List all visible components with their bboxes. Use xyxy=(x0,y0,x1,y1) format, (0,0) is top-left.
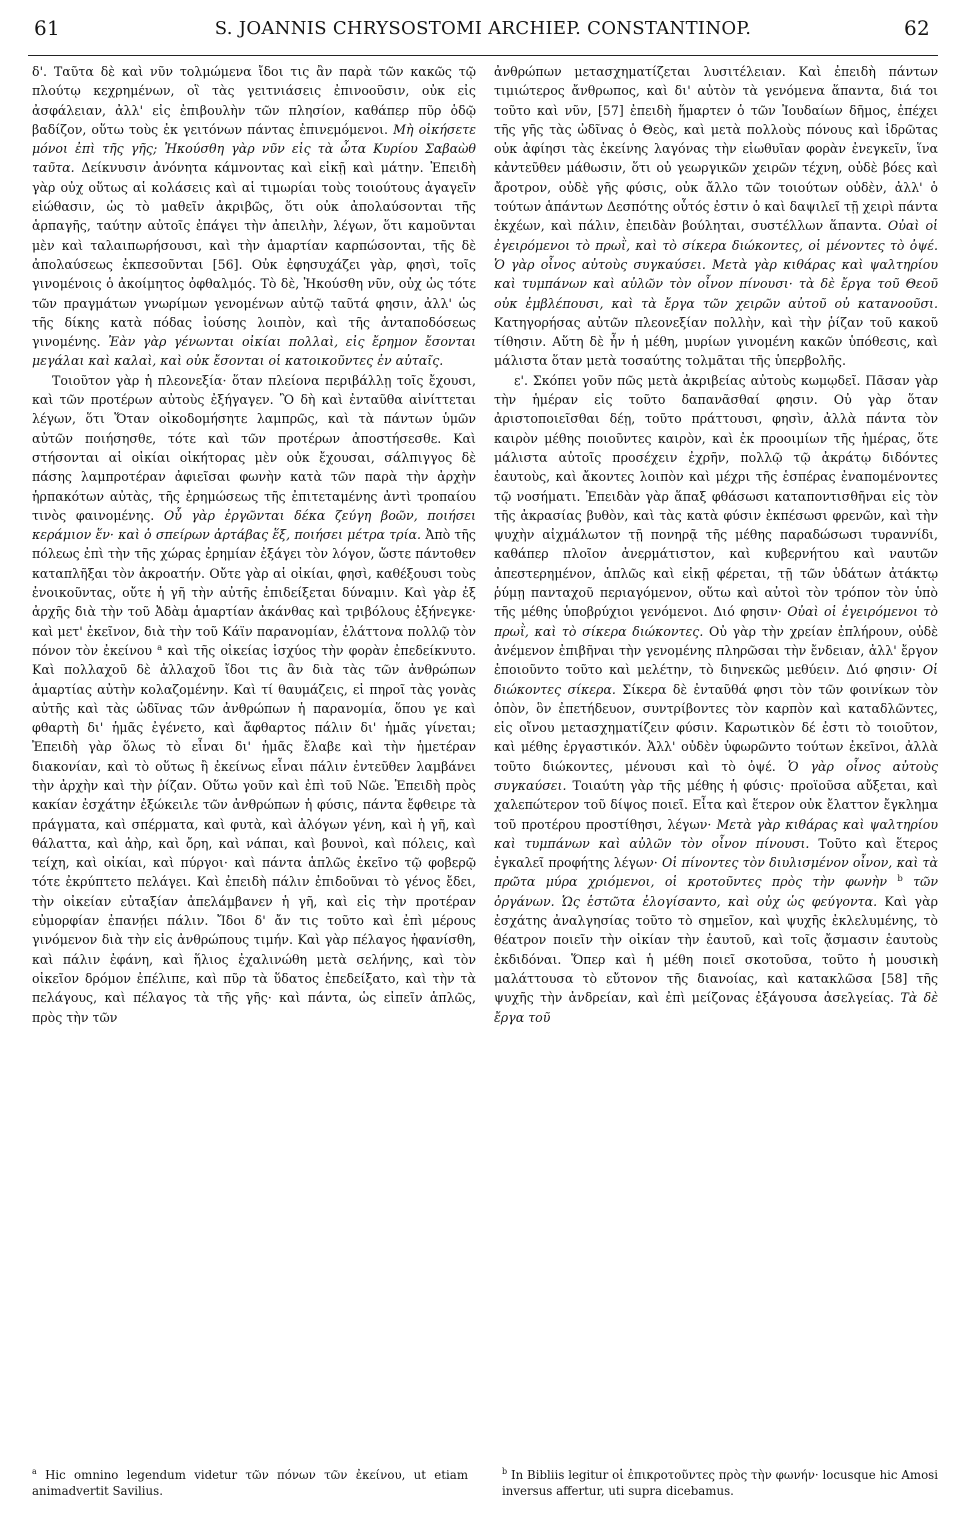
left-column xyxy=(32,62,476,1442)
right-p1-quote-1: Οὐαὶ οἱ ἐγειρόμενοι τὸ πρωῒ, καὶ τὸ σίκερα διώκοντες, οἱ μένοντες τὸ ὀψέ. Ὁ γὰρ οἶνος αὐτοὺς συγκαύσει. Μετὰ γὰρ κιθάρας καὶ ψαλτηρίου καὶ τυμπάνων καὶ αὐλῶν τὸν οἶνον πίνουσι· τὰ δὲ ἔργα τοῦ Θεοῦ οὐκ ἐμβλέπουσι, καὶ τὰ ἔργα τῶν χειρῶν αὐτοῦ οὐ κατανοοῦσι. xyxy=(494,218,938,311)
left-p1-quote-2: Ἐὰν γὰρ γένωνται οἰκίαι πολλαὶ, εἰς ἔρημον ἔσονται μεγάλαι καὶ καλαὶ, καὶ οὐκ ἔσονται οἱ κατοικοῦντες ἐν αὐταῖς. xyxy=(32,334,476,369)
left-p1-text-a: δ'. Ταῦτα δὲ καὶ νῦν τολμώμενα ἴδοι τις ἂν παρὰ τῶν κακῶς τῷ πλούτῳ κεχρημένων, οἳ τὰς γειτνιάσεις ἐπινοοῦσιν, οὐκ εἰς ἀσφάλειαν, ἀλλ' εἰς ἐπιβουλὴν τῶν πλησίον, καθάπερ πῦρ ὁδῷ βαδίζον, οὕτω τοὺς ἐκ γειτόνων πάντας ἐπινεμόμενοι. xyxy=(32,64,476,137)
right-p2-text-g: Τοιαύτη γὰρ τῆς μέθης ἡ φύσις· προϊοῦσα αὔξεται, καὶ χαλεπώτερον τοῦ δίψος ποιεῖ. Εἶτα καὶ ἕτερον οὐκ ἔλαττον ἔγκλημα τοῦ προτέρου προστίθησι, λέγων· xyxy=(494,777,938,832)
left-p2-text-c: Ἀπὸ τῆς πόλεως ἐπὶ τὴν τῆς χώρας ἐρημίαν ἐξάγει τὸν λόγον, ὥστε πάντοθεν καταπλῆξαι τὸν ἀκροατήν. Οὔτε γὰρ αἱ οἰκίαι, φησὶ, καθέξουσι τοὺς ἐνοικοῦντας, οὔτε ἡ γῆ τὴν αὐτῆς ἐπιδείξεται δύναμιν. Καὶ γὰρ ἐξ ἀρχῆς διὰ τὴν τοῦ Ἀδὰμ ἁμαρτίαν ἀκάνθας καὶ τριβόλους ἐξήνεγκε· καὶ μετ' ἐκεῖνον, διὰ τὴν τοῦ Κάϊν παρανομίαν, ἐλάττονα πολλῷ τὸν πόνον τὸν ἐκείνου xyxy=(32,527,476,658)
left-p2-text-d: καὶ τῆς οἰκείας ἰσχύος τὴν φορὰν ἐπεδείκνυτο. Καὶ πολλαχοῦ δὲ ἀλλαχοῦ ἴδοι τις ἂν διὰ τὰς τῶν ἀνθρώπων ἁμαρτίας αὐτὴν κολαζομένην. Καὶ τί θαυμάζεις, εἰ πηροῖ τὰς γονὰς αὐτῆς καὶ τὰς ὠδῖνας τῶν ἀνθρώπων ἡ παρανομία, ὅπου γε καὶ φθαρτὴ δι' ἡμᾶς ἐγένετο, καὶ ἄφθαρτος πάλιν δι' ἡμᾶς γίνεται; Ἐπειδὴ γὰρ ὅλως τὸ εἶναι δι' ἡμᾶς ἔλαβε καὶ τὴν ἡμετέραν διακονίαν, καὶ τὸ οὕτως ἢ ἐκείνως εἶναι πάλιν ἐντεῦθεν λαμβάνει τὴν ἀρχὴν καὶ τὴν ῥίζαν. Οὕτω γοῦν καὶ ἐπὶ τοῦ Νῶε. Ἐπειδὴ πρὸς κακίαν ἐσχάτην ἐξώκειλε τῶν ἀνθρώπων ἡ φύσις, πάντα ἔφθειρε τὰ πράγματα, καὶ σπέρματα, καὶ φυτὰ, καὶ ἀλόγων γένη, καὶ ἡ γῆ, καὶ θάλαττα, καὶ ἀὴρ, καὶ ὄρη, καὶ νάπαι, καὶ βουνοὶ, καὶ πόλεις, καὶ τείχη, καὶ οἰκίαι, καὶ πύργοι· καὶ πάντα ἁπλῶς ἐκεῖνο τῷ φοβερῷ τότε ἐκρύπτετο πελάγει. Καὶ ἐπειδὴ πάλιν ἐπιδοῦναι τὸ γένος ἔδει, τὴν οἰκείαν εὐταξίαν ἀπελάμβανεν ἡ γῆ, καὶ εἰς τὴν προτέραν εὐμορφίαν ἐπανῄει πάλιν. Ἴδοι δ' ἄν τις τοῦτο καὶ ἐπὶ μέρους γινόμενον διὰ τὴν εἰς ἀνθρώπους τιμήν. Καὶ γὰρ πέλαγος ἠφανίσθη, καὶ πάλιν ἐφάνη, καὶ ἥλιος ἐχαλινώθη μετὰ σελήνης, καὶ τὸν οἰκεῖον δρόμον ἐπέλιπε, καὶ πῦρ τὰ ὕδατος ἐπεδείξατο, καὶ τὴν τὰ πελάγους, καὶ πέλαγος τὰ τῆς γῆς· καὶ πάντα, ὡς εἰπεῖν ἁπλῶς, πρὸς τὴν τῶν xyxy=(32,642,476,1025)
footnotes xyxy=(32,1464,938,1499)
right-p2-text-i: Τοῦτο καὶ ἕτερος ἐγκαλεῖ προφήτης λέγων· xyxy=(494,835,938,871)
right-p2-text-c: Οὐ γὰρ τὴν χρείαν ἐπλήρουν, οὐδὲ ἀνέμενον ἐπιβῆναι τὴν γενομένης πληρῶσαι τὴν ἔνδειαν, ἀλλ' ἔργον ἐποιοῦντο τοῦτο καὶ μελέτην, τὸ διηνεκῶς μεθύειν. Διό φησιν· xyxy=(494,623,938,678)
running-title: S. JOANNIS CHRYSOSTOMI ARCHIEP. CONSTANTINOP. xyxy=(214,18,752,39)
footnote-a xyxy=(32,1464,468,1499)
footnote-a-text: Hic omnino legendum videtur τῶν πόνων τῶν ἐκείνου, ut etiam animadvertit Savilius. xyxy=(32,1467,469,1498)
right-p2-quote-7: Τὰ δὲ ἔργα τοῦ xyxy=(494,990,938,1025)
left-paragraph-1 xyxy=(32,62,476,371)
right-p2-text-a: ε'. Σκόπει γοῦν πῶς μετὰ ἀκριβείας αὐτοὺς κωμῳδεῖ. Πᾶσαν γὰρ τὴν ἡμέραν εἰς τοῦτο δαπανᾶσθαί φησιν. Οὐ γὰρ ὅταν ἀριστοποιεῖσθαι δέῃ, τοῦτο πράττουσι, φησὶν, ἀλλὰ πάντα τὸν καιρὸν μέθης ποιοῦντες καιρὸν, καὶ ἐκ προοιμίων τῆς ἡμέρας, ὅτε μάλιστα αὐτοῖς προσέχειν ἐχρῆν, πολλῷ τῷ ἀκράτῳ διδόντες ἑαυτοὺς, καὶ ἄκοντες λοιπὸν καὶ μέχρι τῆς ἑσπέρας ἐναπομένοντες τῷ νοσήματι. Ἐπειδὰν γὰρ ἅπαξ φθάσωσι καταποντισθῆναι εἰς τὸν τῆς ἀκρασίας βυθὸν, καὶ τὰς κατὰ φύσιν ἐκπέσωσι φρενῶν, καὶ τὴν ψυχὴν αἰχμάλωτον τῇ πονηρᾷ τῆς μέθης παραδώσωσι τυραννίδι, καθάπερ πλοῖον ἀνερμάτιστον, καὶ κυβερνήτου καὶ ναυτῶν ἀπεστερημένον, ἁπλῶς καὶ εἰκῇ φέρεται, τῇ τῶν ὑδάτων ἀτάκτῳ ῥύμῃ πανταχοῦ περιαγόμενον, οὕτω καὶ αὐτοὶ τὸν τρόπον τὸν ὑπὸ τῆς μέθης ὑποβρύχιοι γενόμενοι. Διό φησιν· xyxy=(494,372,938,620)
text-columns xyxy=(32,62,938,1442)
page-number-right: 62 xyxy=(903,16,930,40)
right-p2-quote-2: Οἱ διώκοντες σίκερα. xyxy=(494,662,938,697)
footnote-a-mark: a xyxy=(32,1467,37,1476)
footnote-b-text: In Bibliis legitur οἱ ἐπικροτοῦντες πρὸς τὴν φωνήν· locusque hic Amosi inversus affertur, uti supra dicebamus. xyxy=(502,1467,939,1498)
footnote-marker-b: b xyxy=(897,874,903,885)
left-p1-text-c: Δείκνυσιν ἀνόνητα κάμνοντας καὶ εἰκῇ καὶ μάτην. Ἐπειδὴ γὰρ οὐχ οὕτως αἱ κολάσεις καὶ αἱ τιμωρίαι τοὺς τοιούτους ἀγαγεῖν εἰώθασιν, ὡς τὸ μαθεῖν ἀκριβῶς, ὅτι οὐκ ἀπολαύσονται τῆς ἁρπαγῆς, ταύτην αὐτοῖς ἐπάγει τὴν ἀπειλὴν, λέγων, ὅτι καμοῦνται μὲν καὶ ταλαιπωρήσουσι, καὶ τὴν ἁμαρτίαν καρπώσονται, τῆς δὲ ἀπολαύσεως ἐκπεσοῦνται [56]. Οὐκ ἐφησυχάζει γὰρ, φησὶ, τοῖς γινομένοις ὁ ἀκοίμητος ὀφθαλμός. Τὸ δὲ, Ἠκούσθη νῦν, οὐχ ὡς τότε τῶν πραγμάτων γνωρίμων γενομένων αὐτῷ ταῦτά φησιν, ἀλλ' ὡς τῆς δίκης κατὰ πόδας ἰούσης λοιπὸν, καὶ τῆς ἀνταποδόσεως γινομένης. xyxy=(32,160,476,350)
footnote-b-mark: b xyxy=(502,1467,508,1476)
right-p2-quote-4: Μετὰ γὰρ κιθάρας καὶ ψαλτηρίου καὶ τυμπάνων καὶ αὐλῶν τὸν οἶνον πίνουσι. xyxy=(494,816,938,851)
right-p2-quote-5: Οἱ πίνοντες τὸν διυλισμένον οἶνον, καὶ τὰ πρῶτα μύρα χριόμενοι, οἱ κροτοῦντες πρὸς τὴν φωνὴν xyxy=(494,855,938,890)
right-paragraph-1 xyxy=(494,62,938,371)
footnote-marker-a: a xyxy=(157,642,163,653)
right-p2-text-l: Καὶ γὰρ ἐσχάτης ἀναλγησίας τοῦτο τὸ σημεῖον, καὶ ψυχῆς ἐκλελυμένης, τὸ θέατρον ποιεῖν τὴν οἰκίαν τὴν ἑαυτοῦ, καὶ τοῖς ᾄσμασιν ἑαυτοὺς ἐκδιδόναι. Ὅπερ καὶ ἡ μέθη ποιεῖ σκοτοῦσα, τοῦτο ἡ μουσικὴ μαλάττουσα τὸ εὔτονον τῆς διανοίας, καὶ κατακλῶσα [58] τῆς ψυχῆς τὴν ἀνδρείαν, καὶ ἐπὶ μείζονας ἐξάγουσα ἀσελγείας. xyxy=(494,893,938,1006)
right-p2-quote-1: Οὐαὶ οἱ ἐγειρόμενοι τὸ πρωῒ, καὶ τὸ σίκερα διώκοντες. xyxy=(494,604,938,639)
footnote-b xyxy=(502,1464,938,1499)
page-number-left: 61 xyxy=(34,16,61,40)
page-header xyxy=(28,16,938,50)
right-p1-text-a: ἀνθρώπων μετασχηματίζεται λυσιτέλειαν. Καὶ ἐπειδὴ πάντων τιμιώτερος ἄνθρωπος, καὶ δι' αὐτὸν τὰ γενόμενα ἅπαντα, διά τοι τοῦτο καὶ νῦν, [57] ἐπειδὴ ἥμαρτεν ὁ τῶν Ἰουδαίων δῆμος, ἐπέχει τῆς γῆς τὰς ὠδῖνας ὁ Θεὸς, καὶ μετὰ πολλοὺς πόνους καὶ ἱδρῶτας οὐκ ἀφίησι τὰς ἐκείνης λαγόνας τὴν εἰωθυῖαν φορὰν ἐνεγκεῖν, ἵνα κἀντεῦθεν μάθωσιν, ὅτι οὐ γεωργικῶν χειρῶν τέχνη, οὐδὲ βόες καὶ ἄροτρον, οὐδὲ γῆς φύσις, οὐκ ἄλλο τῶν τοιούτων οὐδὲν, ἀλλ' ὁ τούτων ἁπάντων Δεσπότης οὗτός ἐστιν ὁ καὶ δαψιλεῖ τῇ χειρὶ πάντα ἐκχέων, καὶ πάλιν, ἐπειδὰν βούληται, συστέλλων ἅπαντα. xyxy=(494,64,938,234)
header-rule xyxy=(28,55,938,56)
right-p1-text-c: Κατηγορήσας αὐτῶν πλεονεξίαν πολλὴν, καὶ τὴν ῥίζαν τοῦ κακοῦ τίθησιν. Αὕτη δὲ ἦν ἡ μέθη, μυρίων γινομένη κακῶν ὑπόθεσις, καὶ μάλιστα ὅταν μετὰ τοσαύτης τολμᾶται τῆς ὑπερβολῆς. xyxy=(494,314,938,369)
right-p2-quote-3: Ὁ γὰρ οἶνος αὐτοὺς συγκαύσει. xyxy=(494,758,938,793)
left-p2-quote-1: Οὗ γὰρ ἐργῶνται δέκα ζεύγη βοῶν, ποιήσει κεράμιον ἕν· καὶ ὁ σπείρων ἀρτάβας ἕξ, ποιήσει μέτρα τρία. xyxy=(32,507,476,543)
left-p2-text-a: Τοιοῦτον γὰρ ἡ πλεονεξία· ὅταν πλείονα περιβάλλῃ τοῖς ἔχουσι, καὶ τῶν προτέρων αὐτοὺς ἐξήγαγεν. Ὃ δὴ καὶ ἐνταῦθα αἰνίττεται λέγων, ὅτι Ὅταν οἰκοδομήσητε λαμπρῶς, καὶ τὰ πάντων ὑμῶν αὐτῶν ποιήσησθε, τότε καὶ τῶν προτέρων ἀποστήσεσθε. Καὶ στήσονται αἱ οἰκίαι οἰκήτορας μὲν οὐκ ἔχουσαι, σάλπιγγος δὲ πάσης λαμπροτέραν ἀφιεῖσαι φωνὴν κατὰ τῶν παρὰ τὴν ἀρχὴν ἡρπακότων αὐτὰς, τῆς ἐρημώσεως τῆς ἐπιτεταμένης ἀντὶ τροπαίου τινὸς φαινομένης. xyxy=(32,372,476,523)
right-p2-quote-6: τῶν ὀργάνων. Ὡς ἑστῶτα ἐλογίσαντο, καὶ οὐχ ὡς φεύγοντα. xyxy=(494,874,938,909)
right-column xyxy=(494,62,938,1442)
right-paragraph-2 xyxy=(494,371,938,1027)
right-p2-text-e: Σίκερα δὲ ἐνταῦθά φησι τὸν τῶν φοινίκων τὸν ὀπὸν, ὃν ἐπετήδευον, συντρίβοντες τὸν καρπὸν καὶ καταδλῶντες, εἰς οἴνου μετασχηματίζειν φύσιν. Καρωτικὸν δέ ἐστι τὸ τοιοῦτον, καὶ μέθης ἐργαστικόν. Ἀλλ' οὐδὲν ὑφωρῶντο τούτων ἐκεῖνοι, ἀλλὰ τοῦτο διώκοντες, μένουσι καὶ τὸ ὀψέ. xyxy=(494,681,938,774)
left-paragraph-2 xyxy=(32,371,476,1027)
left-p1-quote-1: Μὴ οἰκήσετε μόνοι ἐπὶ τῆς γῆς; Ἠκούσθη γὰρ νῦν εἰς τὰ ὦτα Κυρίου Σαβαὼθ ταῦτα. xyxy=(32,121,476,176)
